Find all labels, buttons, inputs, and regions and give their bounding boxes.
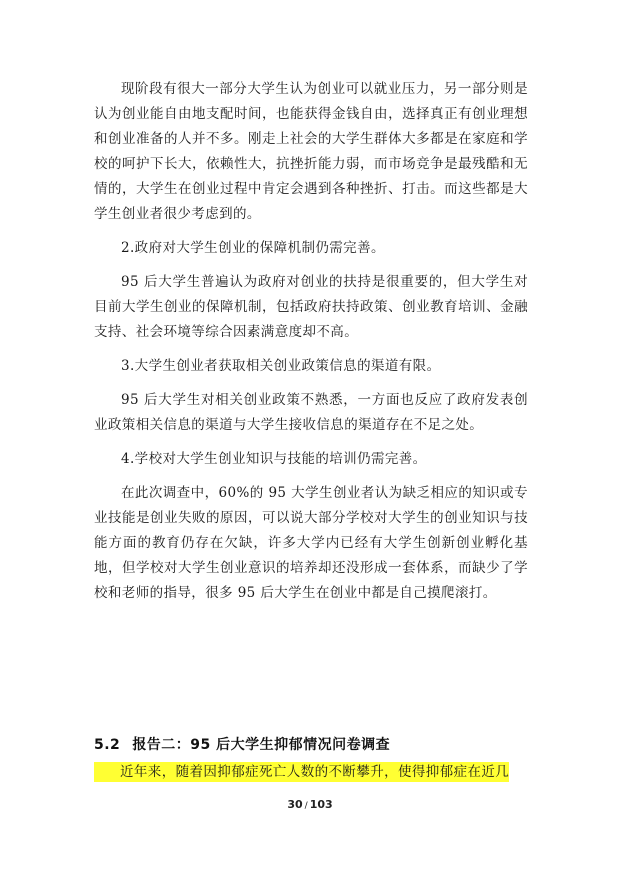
section-number: 5.2 (94, 737, 121, 753)
page-current: 30 (287, 798, 303, 811)
section-title: 报告二：95 后大学生抑郁情况问卷调查 (132, 737, 391, 753)
section-heading (94, 734, 390, 754)
paragraph: 95 后大学生普遍认为政府对创业的扶持是很重要的，但大学生对目前大学生创业的保障机制，包括政府扶持政策、创业教育培训、金融支持、社会环境等综合因素满意度却不高。 (94, 274, 528, 340)
highlighted-paragraph (94, 760, 528, 785)
list-item-heading: 3.大学生创业者获取相关创业政策信息的渠道有限。 (121, 358, 441, 374)
paragraph: 在此次调查中，60%的 95 大学生创业者认为缺乏相应的知识或专业技能是创业失败的原因，可以说大部分学校对大学生的创业知识与技能方面的教育仍存在欠缺，许多大学内已经有大学生创新创业孵化基地，但学校对大学生创业意识的培养却还没形成一套体系，而缺少了学校和老师的指导，很多 95 后大学生在创业中都是自己摸爬滚打。 (94, 485, 528, 601)
highlighted-text: 近年来，随着因抑郁症死亡人数的不断攀升，使得抑郁症在近几 (94, 762, 509, 782)
page-number (0, 798, 620, 811)
paragraph: 现阶段有很大一部分大学生认为创业可以就业压力，另一部分则是认为创业能自由地支配时间，也能获得金钱自由，选择真正有创业理想和创业准备的人并不多。刚走上社会的大学生群体大多都是在家庭和学校的呵护下长大，依赖性大，抗挫折能力弱，而市场竞争是最残酷和无情的，大学生在创业过程中肯定会遇到各种挫折、打击。而这些都是大学生创业者很少考虑到的。 (94, 81, 528, 222)
list-item-heading: 4.学校对大学生创业知识与技能的培训仍需完善。 (121, 451, 427, 467)
page-total: 103 (309, 798, 333, 811)
paragraph: 95 后大学生对相关创业政策不熟悉，一方面也反应了政府发表创业政策相关信息的渠道与大学生接收信息的渠道存在不足之处。 (94, 392, 528, 433)
list-item-heading: 2.政府对大学生创业的保障机制仍需完善。 (121, 240, 385, 256)
page-separator: / (304, 801, 308, 811)
document-body (94, 77, 528, 606)
